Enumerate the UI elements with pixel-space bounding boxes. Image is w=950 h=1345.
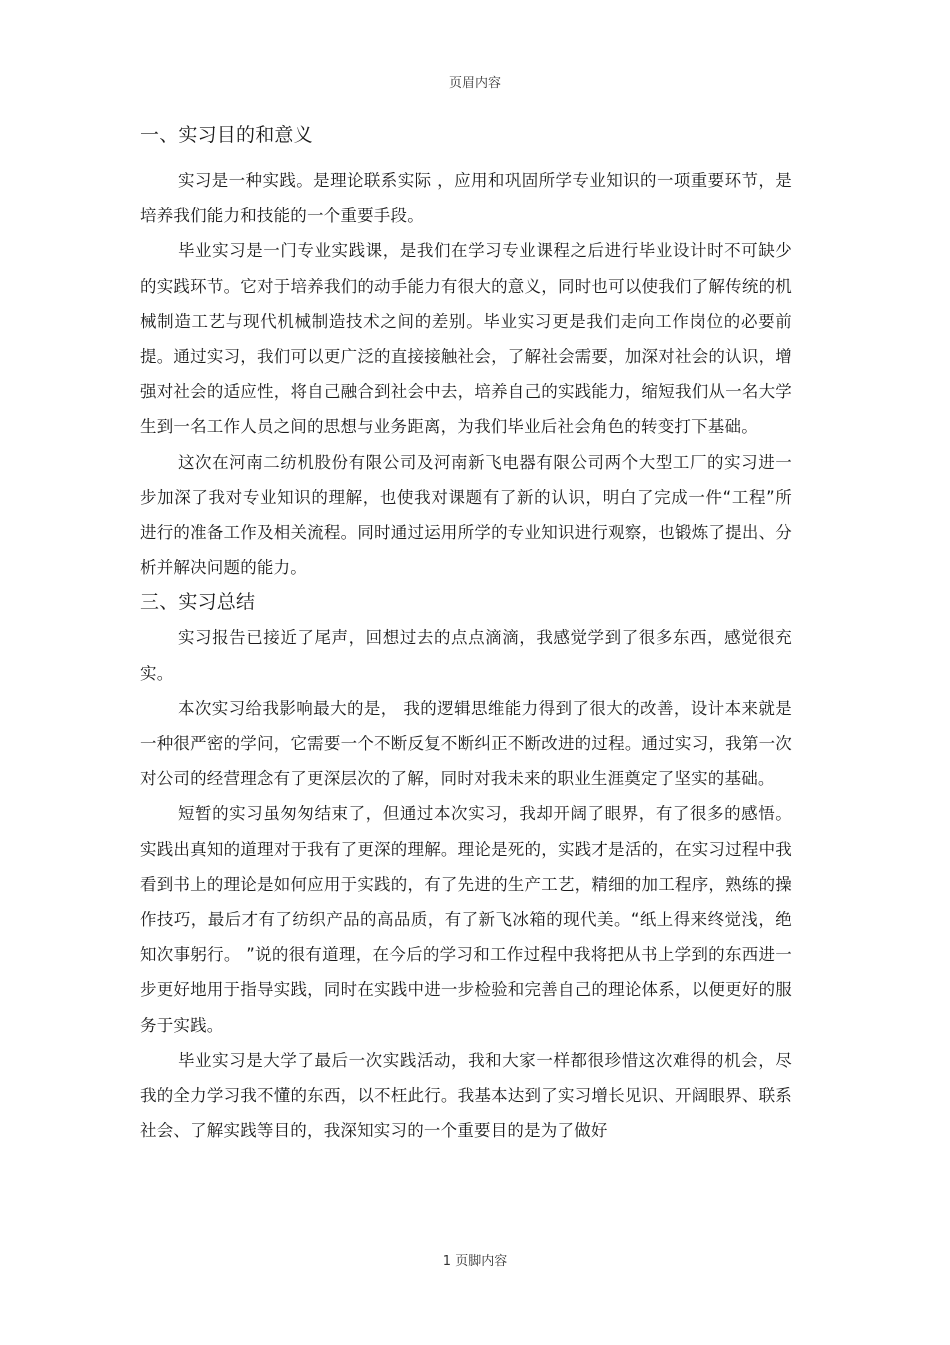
page-header: 页眉内容 bbox=[448, 76, 501, 91]
paragraph: 本次实习给我影响最大的是， 我的逻辑思维能力得到了很大的改善，设计本来就是一种很严密的学问，它需要一个不断反复不断纠正不断改进的过程。通过实习，我第一次对公司的经营理念有了更深层次的了解，同时对我未来的职业生涯奠定了坚实的基础。 bbox=[140, 698, 792, 789]
paragraph: 这次在河南二纺机股份有限公司及河南新飞电器有限公司两个大型工厂的实习进一步加深了我对专业知识的理解，也使我对课题有了新的认识，明白了完成一件“工程”所进行的准备工作及相关流程。同时通过运用所学的专业知识进行观察，也锻炼了提出、分析并解决问题的能力。 bbox=[140, 452, 792, 578]
page-footer: 1 页脚内容 bbox=[442, 1254, 508, 1269]
paragraph: 毕业实习是大学了最后一次实践活动，我和大家一样都很珍惜这次难得的机会，尽我的全力学习我不懂的东西，以不枉此行。我基本达到了实习增长见识、开阔眼界、联系社会、了解实践等目的，我深知实习的一个重要目的是为了做好 bbox=[140, 1050, 792, 1141]
paragraph: 实习是一种实践。是理论联系实际 ，应用和巩固所学专业知识的一项重要环节，是培养我们能力和技能的一个重要手段。 bbox=[140, 171, 792, 226]
document-body bbox=[140, 118, 792, 1148]
paragraph: 毕业实习是一门专业实践课，是我们在学习专业课程之后进行毕业设计时不可缺少的实践环节。它对于培养我们的动手能力有很大的意义，同时也可以使我们了解传统的机械制造工艺与现代机械制造技术之间的差别。毕业实习更是我们走向工作岗位的必要前提。通过实习，我们可以更广泛的直接接触社会，了解社会需要，加深对社会的认识，增强对社会的适应性，将自己融合到社会中去，培养自己的实践能力，缩短我们从一名大学生到一名工作人员之间的思想与业务距离，为我们毕业后社会角色的转变打下基础。 bbox=[140, 241, 792, 437]
section-heading-purpose: 一、实习目的和意义 bbox=[140, 124, 313, 146]
paragraph: 短暂的实习虽匆匆结束了，但通过本次实习，我却开阔了眼界，有了很多的感悟。实践出真知的道理对于我有了更深的理解。理论是死的，实践才是活的，在实习过程中我看到书上的理论是如何应用于实践的，有了先进的生产工艺，精细的加工程序，熟练的操作技巧，最后才有了纺织产品的高品质，有了新飞冰箱的现代美。“纸上得来终觉浅，绝知次事躬行。 ”说的很有道理，在今后的学习和工作过程中我将把从书上学到的东西进一步更好地用于指导实践，同时在实践中进一步检验和完善自己的理论体系，以便更好的服务于实践。 bbox=[140, 804, 792, 1035]
paragraph: 实习报告已接近了尾声，回想过去的点点滴滴，我感觉学到了很多东西，感觉很充实。 bbox=[140, 628, 792, 683]
section-heading-summary: 三、实习总结 bbox=[140, 591, 256, 614]
